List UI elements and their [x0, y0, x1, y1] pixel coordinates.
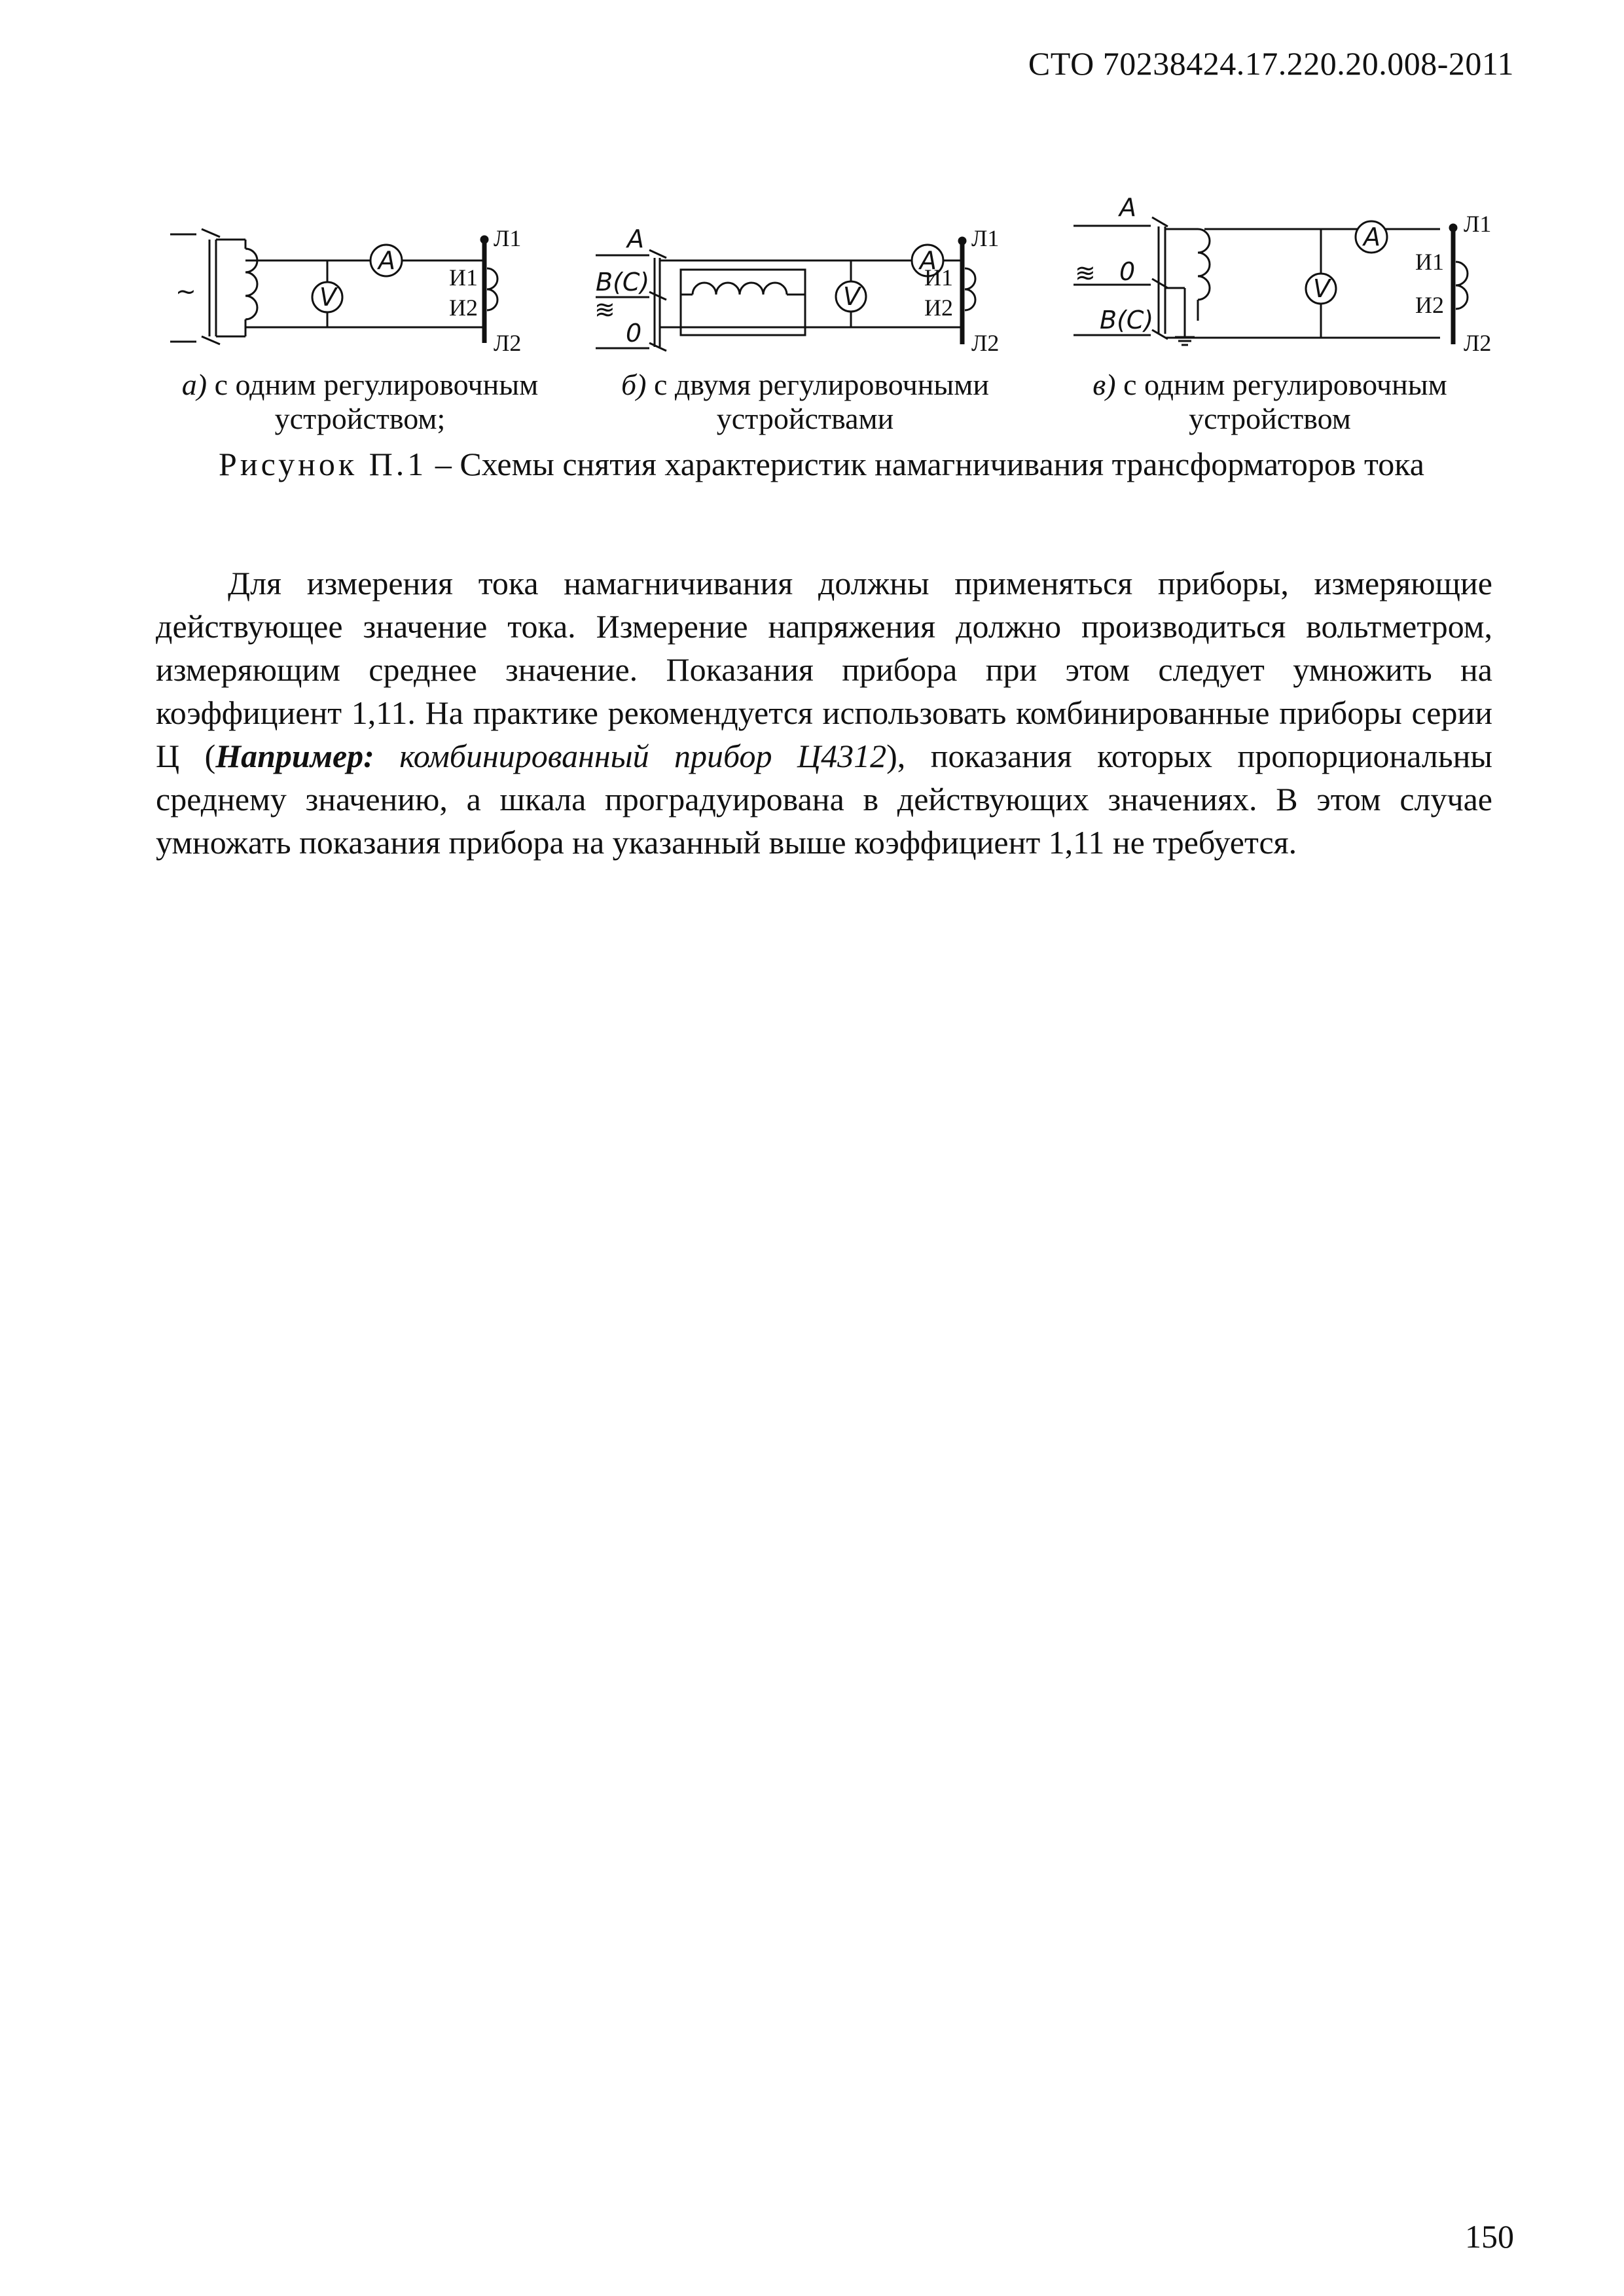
figure-p1 — [157, 190, 1492, 367]
subcaption-a: а) с одним регулировочным устройством; — [181, 368, 539, 435]
tap-label-i1: И1 — [449, 264, 478, 291]
voltmeter-label: V — [843, 282, 860, 311]
neutral-label: 0 — [1119, 257, 1136, 286]
tap-label-l2: Л2 — [494, 330, 522, 356]
phase-label-bc: B(C) — [596, 268, 650, 296]
tap-label-l1: Л1 — [1464, 211, 1492, 237]
ammeter-label: A — [920, 246, 937, 275]
figure-title-text: – Схемы снятия характеристик намагничивания трансформаторов тока — [427, 446, 1424, 482]
subcaption-c: в) с одним регулировочным устройством — [1092, 368, 1447, 435]
tap-label-l1: Л1 — [494, 225, 522, 251]
voltmeter-label: V — [319, 283, 336, 312]
tap-label-i2: И2 — [924, 295, 953, 321]
ac-source-symbol: ≋ — [594, 295, 615, 324]
ac-source-symbol: ~ — [175, 277, 196, 306]
tap-label-l1: Л1 — [971, 225, 1000, 251]
voltmeter-label: V — [1313, 274, 1330, 303]
phase-label-a: A — [1119, 193, 1136, 222]
page-number: 150 — [1465, 2218, 1514, 2255]
phase-label-a: A — [627, 224, 644, 253]
example-text: комбинированный прибор Ц4312 — [374, 738, 887, 774]
figure-subcaptions — [147, 368, 1496, 446]
phase-label-bc: B(C) — [1100, 306, 1154, 334]
tap-label-i1: И1 — [1415, 249, 1444, 275]
neutral-label: 0 — [626, 319, 642, 348]
tap-label-i2: И2 — [449, 295, 478, 321]
tap-label-i1: И1 — [924, 264, 953, 291]
ac-source-symbol: ≋ — [1075, 259, 1096, 287]
ammeter-label: A — [378, 246, 395, 275]
document-code: СТО 70238424.17.220.20.008-2011 — [1028, 45, 1514, 82]
circuit-diagram-b — [589, 190, 1015, 367]
example-label: Например: — [215, 738, 374, 774]
tap-label-l2: Л2 — [1464, 330, 1492, 356]
circuit-diagram-a — [157, 190, 537, 367]
tap-label-i2: И2 — [1415, 292, 1444, 318]
ammeter-label: A — [1363, 223, 1380, 251]
tap-label-l2: Л2 — [971, 330, 1000, 356]
figure-title — [147, 444, 1496, 484]
subcaption-b: б) с двумя регулировочными устройствами — [621, 368, 990, 435]
circuit-diagram-c — [1074, 190, 1492, 367]
body-paragraph: Для измерения тока намагничивания должны применяться приборы, измеряющие действующее значение тока. Измерение напряжения должно производиться вольтметром, измеряющим среднее значение. Показания прибора при этом следует умножить на коэффициент 1,11. На практике рекомендуется использовать комбинированные приборы серии Ц (Например: комбинированный прибор Ц4312), показания которых пропорциональны среднему значению, а шкала проградуирована в действующих значениях. В этом случае умножать показания прибора на указанный выше коэффициент 1,11 не требуется. — [156, 565, 1493, 861]
figure-label: Рисунок П.1 — [219, 446, 427, 482]
